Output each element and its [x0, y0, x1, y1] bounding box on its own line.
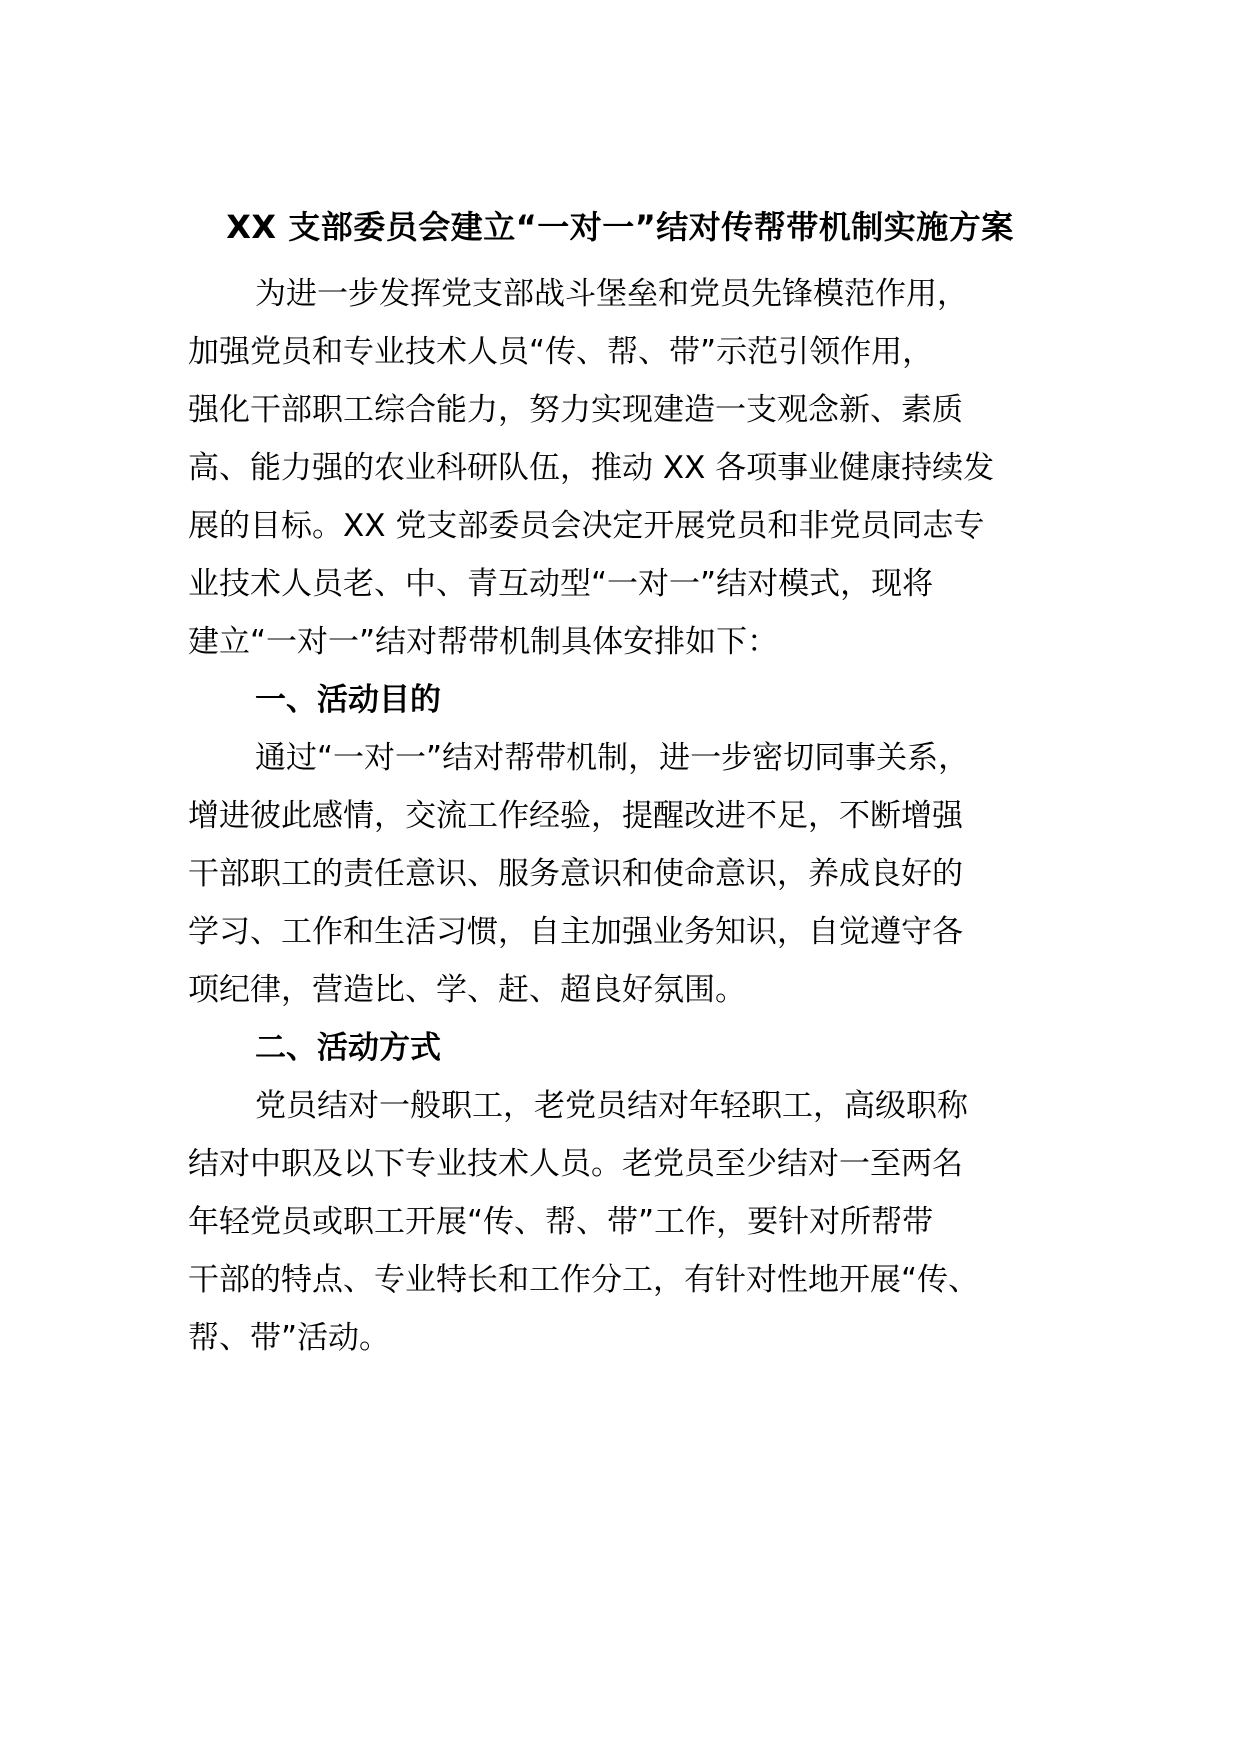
section1-line-2: 增进彼此感情，交流工作经验，提醒改进不足，不断增强: [188, 798, 963, 834]
intro-line-4: 高、能力强的农业科研队伍，推动 XX 各项事业健康持续发: [188, 450, 995, 486]
intro-line-2: 加强党员和专业技术人员“传、帮、带”示范引领作用，: [188, 334, 934, 370]
section2-line-5: 帮、带”活动。: [188, 1320, 391, 1356]
document-title: XX 支部委员会建立“一对一”结对传帮带机制实施方案: [226, 208, 1014, 246]
section-heading-method: 二、活动方式: [255, 1030, 441, 1066]
intro-line-7: 建立“一对一”结对帮带机制具体安排如下：: [188, 624, 779, 660]
section1-line-5: 项纪律，营造比、学、赶、超良好氛围。: [188, 972, 746, 1008]
intro-line-1: 为进一步发挥党支部战斗堡垒和党员先锋模范作用，: [255, 276, 968, 312]
intro-line-3: 强化干部职工综合能力，努力实现建造一支观念新、素质: [188, 392, 963, 428]
section2-line-4: 干部的特点、专业特长和工作分工，有针对性地开展“传、: [188, 1262, 980, 1298]
section2-line-1: 党员结对一般职工，老党员结对年轻职工，高级职称: [255, 1088, 968, 1124]
intro-line-6: 业技术人员老、中、青互动型“一对一”结对模式，现将: [188, 566, 934, 602]
section2-line-3: 年轻党员或职工开展“传、帮、带”工作，要针对所帮带: [188, 1204, 934, 1240]
section1-line-3: 干部职工的责任意识、服务意识和使命意识，养成良好的: [188, 856, 963, 892]
intro-line-5: 展的目标。XX 党支部委员会决定开展党员和非党员同志专: [188, 508, 985, 544]
section-heading-purpose: 一、活动目的: [255, 682, 441, 718]
section2-line-2: 结对中职及以下专业技术人员。老党员至少结对一至两名: [188, 1146, 963, 1182]
section1-line-1: 通过“一对一”结对帮带机制，进一步密切同事关系，: [255, 740, 970, 776]
section1-line-4: 学习、工作和生活习惯，自主加强业务知识，自觉遵守各: [188, 914, 963, 950]
